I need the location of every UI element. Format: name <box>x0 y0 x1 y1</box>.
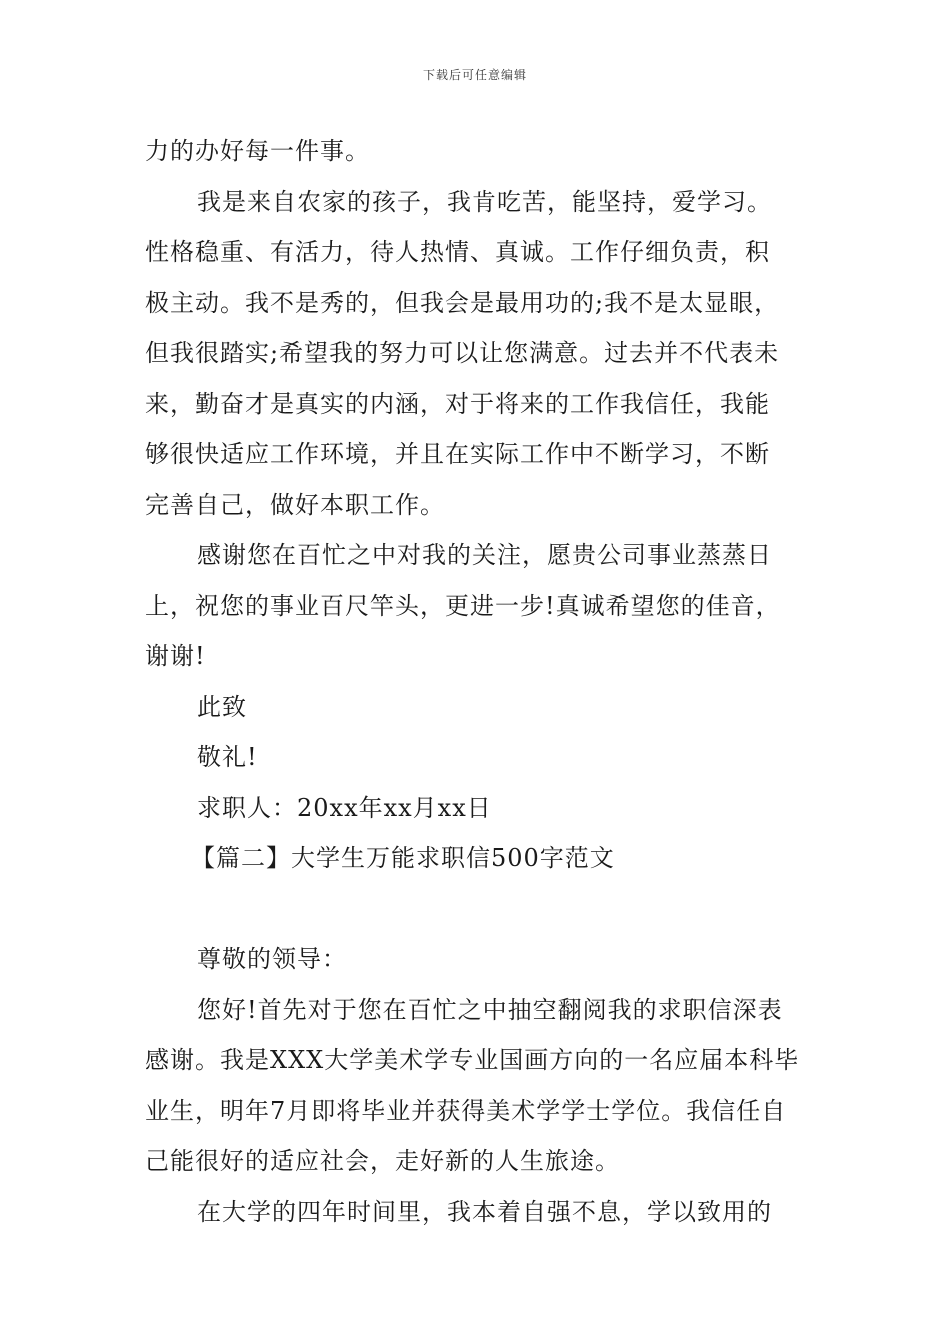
text-line: 够很快适应工作环境，并且在实际工作中不断学习，不断 <box>145 440 770 468</box>
text-line: 极主动。我不是秀的，但我会是最用功的;我不是太显眼， <box>145 288 780 317</box>
text-line: 谢谢! <box>145 642 206 670</box>
text-line: 但我很踏实;希望我的努力可以让您满意。过去并不代表未 <box>145 339 780 367</box>
text-line: 业生，明年7月即将毕业并获得美术学学士学位。我信任自 <box>145 1096 787 1125</box>
text-line: 我是来自农家的孩子，我肯吃苦，能坚持，爱学习。 <box>197 187 772 216</box>
text-line: 完善自己，做好本职工作。 <box>145 490 445 519</box>
greeting-line: 尊敬的领导： <box>197 945 347 973</box>
text-line: 感谢您在百忙之中对我的关注，愿贵公司事业蒸蒸日 <box>197 541 772 569</box>
closing-salutation: 此致 <box>197 692 247 721</box>
text-line: 己能很好的适应社会，走好新的人生旅途。 <box>145 1147 620 1175</box>
page-header-note: 下载后可任意编辑 <box>422 68 527 82</box>
text-line: 来，勤奋才是真实的内涵，对于将来的工作我信任，我能 <box>145 389 770 418</box>
closing-regards: 敬礼! <box>197 743 258 771</box>
text-line: 性格稳重、有活力，待人热情、真诚。工作仔细负责，积 <box>145 238 770 266</box>
section-title: 【篇二】大学生万能求职信500字范文 <box>191 844 615 872</box>
blank-line <box>145 884 815 935</box>
document-body <box>145 126 815 1237</box>
text-line: 力的办好每一件事。 <box>145 137 370 165</box>
signature-line: 求职人：20xx年xx月xx日 <box>197 793 492 822</box>
text-line: 上，祝您的事业百尺竿头，更进一步!真诚希望您的佳音， <box>145 591 781 620</box>
text-line: 在大学的四年时间里，我本着自强不息，学以致用的 <box>197 1197 772 1226</box>
text-line: 感谢。我是XXX大学美术学专业国画方向的一名应届本科毕 <box>145 1046 800 1074</box>
text-line: 您好!首先对于您在百忙之中抽空翻阅我的求职信深表 <box>197 995 783 1024</box>
